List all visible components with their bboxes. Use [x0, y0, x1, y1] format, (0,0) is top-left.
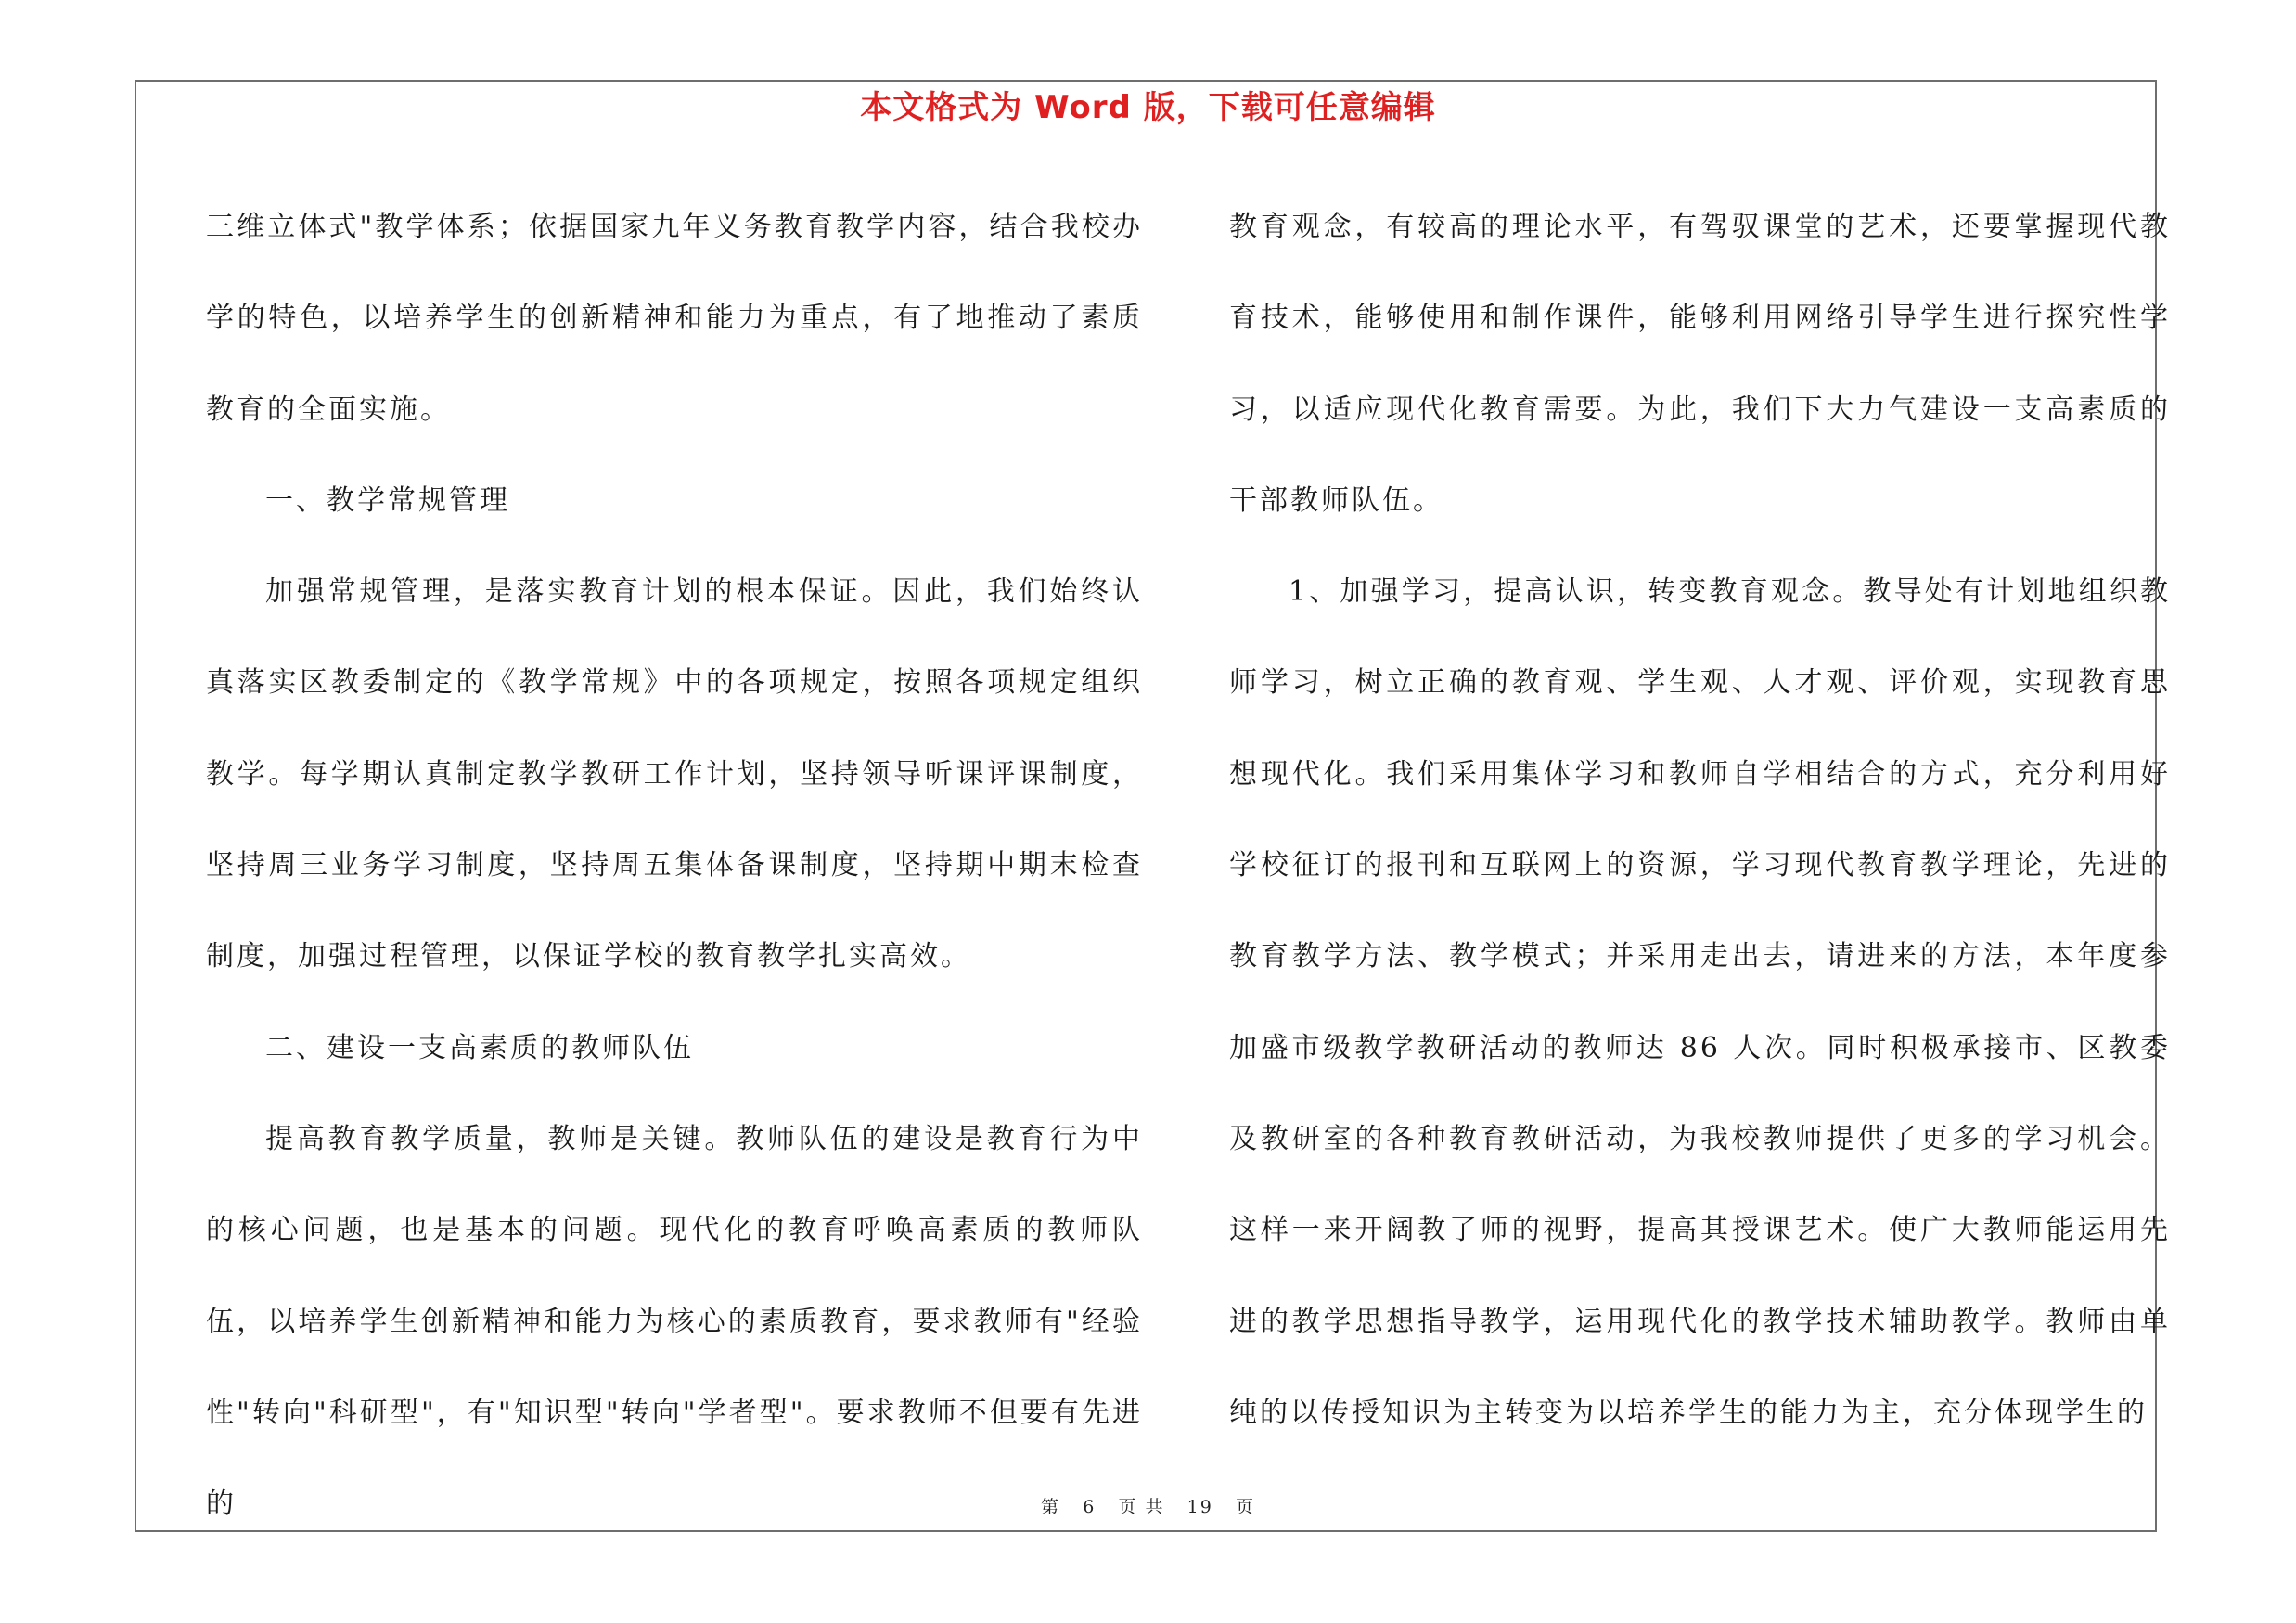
left-column [206, 182, 1143, 1550]
paragraph: 加强常规管理，是落实教育计划的根本保证。因此，我们始终认真落实区教委制定的《教学常规》中的各项规定，按照各项规定组织教学。每学期认真制定教学教研工作计划，坚持领导听课评课制度，坚持周三业务学习制度，坚持周五集体备课制度，坚持期中期末检查制度，加强过程管理，以保证学校的教育教学扎实高效。 [206, 575, 1143, 973]
paragraph: 三维立体式"教学体系；依据国家九年义务教育教学内容，结合我校办学的特色，以培养学生的创新精神和能力为重点，有了地推动了素质教育的全面实施。 [206, 211, 1143, 426]
right-column [1229, 182, 2171, 1459]
footer-middle: 页 共 [1118, 1497, 1165, 1517]
footer-prefix: 第 [1041, 1497, 1061, 1517]
footer-suffix: 页 [1235, 1497, 1255, 1517]
total-page-count: 19 [1186, 1497, 1213, 1517]
section-heading: 一、教学常规管理 [265, 483, 510, 517]
section-heading: 二、建设一支高素质的教师队伍 [265, 1031, 694, 1064]
current-page-number: 6 [1083, 1497, 1097, 1517]
paragraph: 1、加强学习，提高认识，转变教育观念。教导处有计划地组织教师学习，树立正确的教育观、学生观、人才观、评价观，实现教育思想现代化。我们采用集体学习和教师自学相结合的方式，充分利用好学校征订的报刊和互联网上的资源，学习现代教育教学理论，先进的教育教学方法、教学模式；并采用走出去，请进来的方法，本年度参加盛市级教学教研活动的教师达 86 人次。同时积极承接市、区教委及教研室的各种教育教研活动，为我校教师提供了更多的学习机会。这样一来开阔教了师的视野，提高其授课艺术。使广大教师能运用先进的教学思想指导教学，运用现代化的教学技术辅助教学。教师由单纯的以传授知识为主转变为以培养学生的能力为主，充分体现学生的 [1229, 575, 2171, 1429]
paragraph: 提高教育教学质量，教师是关键。教师队伍的建设是教育行为中的核心问题，也是基本的问题。现代化的教育呼唤高素质的教师队伍，以培养学生创新精神和能力为核心的素质教育，要求教师有"经验性"转向"科研型"，有"知识型"转向"学者型"。要求教师不但要有先进的 [206, 1122, 1143, 1521]
paragraph: 教育观念，有较高的理论水平，有驾驭课堂的艺术，还要掌握现代教育技术，能够使用和制作课件，能够利用网络引导学生进行探究性学习，以适应现代化教育需要。为此，我们下大力气建设一支高素质的干部教师队伍。 [1229, 211, 2171, 517]
page-footer [0, 1494, 2296, 1520]
word-format-banner: 本文格式为 Word 版，下载可任意编辑 [860, 89, 1436, 126]
